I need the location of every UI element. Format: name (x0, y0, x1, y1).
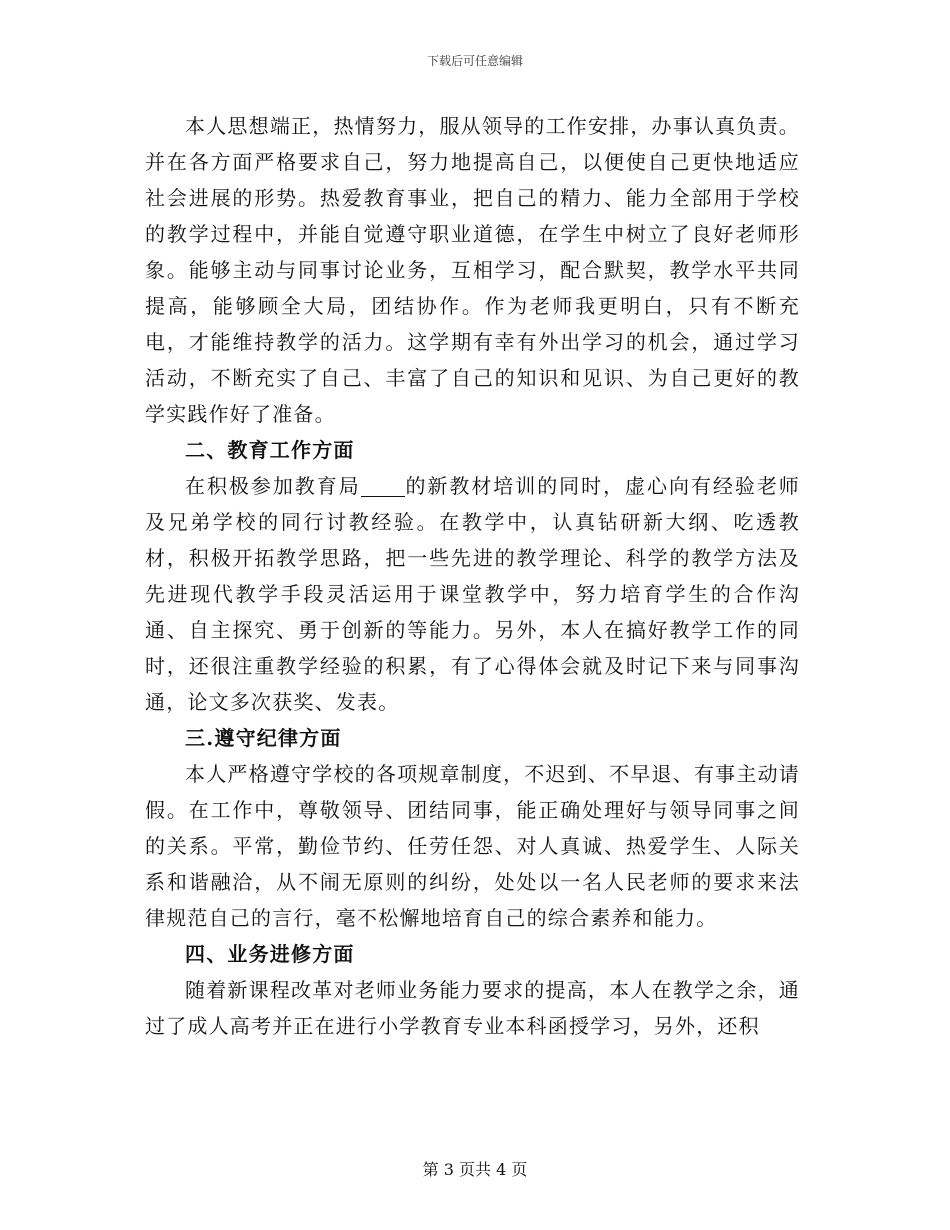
page-header-note: 下载后可任意编辑 (426, 54, 523, 68)
paragraph-teaching-part1: 在积极参加教育局 (185, 474, 361, 498)
section-heading-discipline: 三.遵守纪律方面 (185, 726, 342, 750)
paragraph-ideology: 本人思想端正，热情努力，服从领导的工作安排，办事认真负责。并在各方面严格要求自己，努力地提高自己，以便使自己更快地适应社会进展的形势。热爱教育事业，把自己的精力、能力全部用于学校的教学过程中，并能自觉遵守职业道德，在学生中树立了良好老师形象。能够主动与同事讨论业务，互相学习，配合默契，教学水平共同提高，能够顾全大局，团结协作。作为老师我更明白，只有不断充电，才能维持教学的活力。这学期有幸有外出学习的机会，通过学习活动，不断充实了自己、丰富了自己的知识和见识、为自己更好的教学实践作好了准备。 (145, 114, 800, 426)
section-heading-training: 四、业务进修方面 (185, 942, 355, 966)
page-number: 第 3 页共 4 页 (422, 1160, 528, 1179)
paragraph-discipline: 本人严格遵守学校的各项规章制度，不迟到、不早退、有事主动请假。在工作中，尊敬领导、团结同事，能正确处理好与领导同事之间的关系。平常，勤俭节约、任劳任怨、对人真诚、热爱学生、人际关系和谐融洽，从不闹无原则的纠纷，处处以一名人民老师的要求来法律规范自己的言行，毫不松懈地培育自己的综合素养和能力。 (145, 762, 800, 930)
paragraph-training: 随着新课程改革对老师业务能力要求的提高，本人在教学之余，通过了成人高考并正在进行小学教育专业本科函授学习，另外，还积 (145, 978, 800, 1038)
paragraph-teaching (145, 468, 800, 720)
paragraph-teaching-part2: 的新教材培训的同时，虚心向有经验老师及兄弟学校的同行讨教经验。在教学中，认真钻研新大纲、吃透教材，积极开拓教学思路，把一些先进的教学理论、科学的教学方法及先进现代教学手段灵活运用于课堂教学中，努力培育学生的合作沟通、自主探究、勇于创新的等能力。另外，本人在搞好教学工作的同时，还很注重教学经验的积累，有了心得体会就及时记下来与同事沟通，论文多次获奖、发表。 (145, 474, 800, 714)
fill-in-blank (361, 476, 405, 497)
document-body (145, 108, 800, 1044)
section-heading-teaching: 二、教育工作方面 (185, 438, 355, 462)
